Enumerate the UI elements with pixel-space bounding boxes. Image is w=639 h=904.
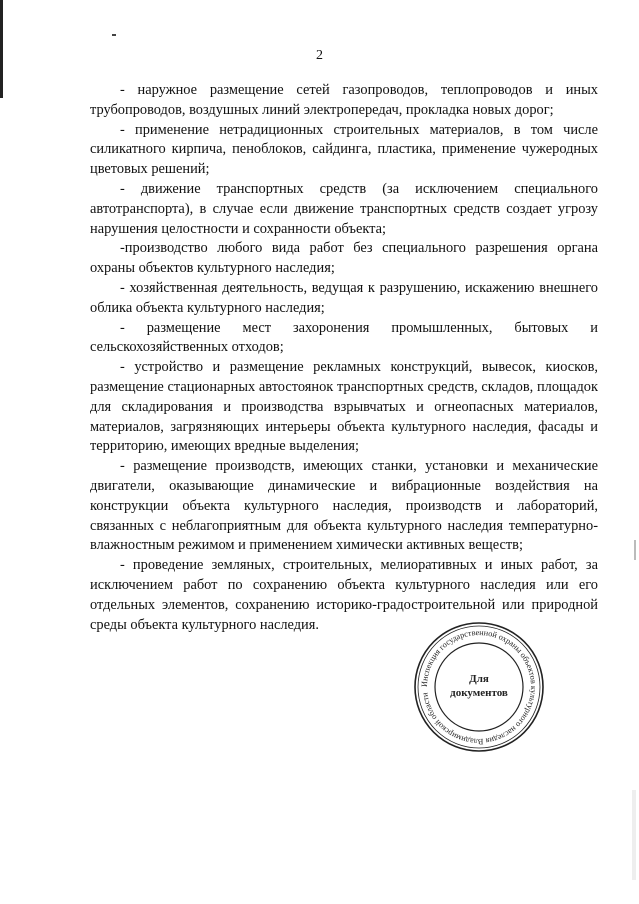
paragraph-7: - устройство и размещение рекламных конструкций, вывесок, киосков, размещение стационарных автостоянок транспортных средств, складов, площадок для складирования и производства взрывчатых и огнеопасных материалов, материалов, загрязняющих интерьеры объекта культурного наследия, фасады и территорию, имеющих вредные выделения; (90, 359, 598, 455)
paragraph-8: - размещение производств, имеющих станки, установки и механические двигатели, оказывающие динамические и вибрационные воздействия на конструкции объекта культурного наследия, производств и лабораторий, связанных с неблагоприятным для объекта культурного наследия температурно-влажностным режимом и применением химически активных веществ; (90, 458, 598, 554)
paragraph-9: - проведение земляных, строительных, мелиоративных и иных работ, за исключением работ по сохранению объекта культурного наследия или его отдельных элементов, сохранению историко-градостроительной или природной среды объекта культурного наследия. (90, 557, 598, 633)
stamp-ring-text: Инспекция государственной охраны объектов культурного наследия Владимирской области (419, 627, 539, 747)
page-number: 2 (316, 48, 323, 63)
paragraph-2: - применение нетрадиционных строительных материалов, в том числе силикатного кирпича, пеноблоков, сайдинга, пластика, применение чужеродных цветовых решений; (90, 121, 598, 178)
paragraph-3: - движение транспортных средств (за исключением специального автотранспорта), в случае если движение транспортных средств создает угрозу нарушения целостности и сохранности объекта; (90, 180, 598, 237)
scan-edge-shadow-right (632, 790, 636, 880)
stamp-center-line-1: Для (469, 673, 489, 685)
scan-speck (112, 34, 116, 36)
stamp-center-line-2: документов (450, 687, 508, 699)
paragraph-5: - хозяйственная деятельность, ведущая к разрушению, искажению внешнего облика объекта культурного наследия; (90, 279, 598, 316)
paragraph-4: -производство любого вида работ без специального разрешения органа охраны объектов культурного наследия; (90, 240, 598, 277)
scan-edge-mark-right (634, 540, 636, 560)
document-body (90, 81, 598, 635)
paragraph-6: - размещение мест захоронения промышленных, бытовых и сельскохозяйственных отходов; (90, 319, 598, 356)
paragraph-1: - наружное размещение сетей газопроводов, теплопроводов и иных трубопроводов, воздушных линий электропередач, прокладка новых дорог; (90, 82, 598, 118)
official-stamp (412, 620, 546, 754)
